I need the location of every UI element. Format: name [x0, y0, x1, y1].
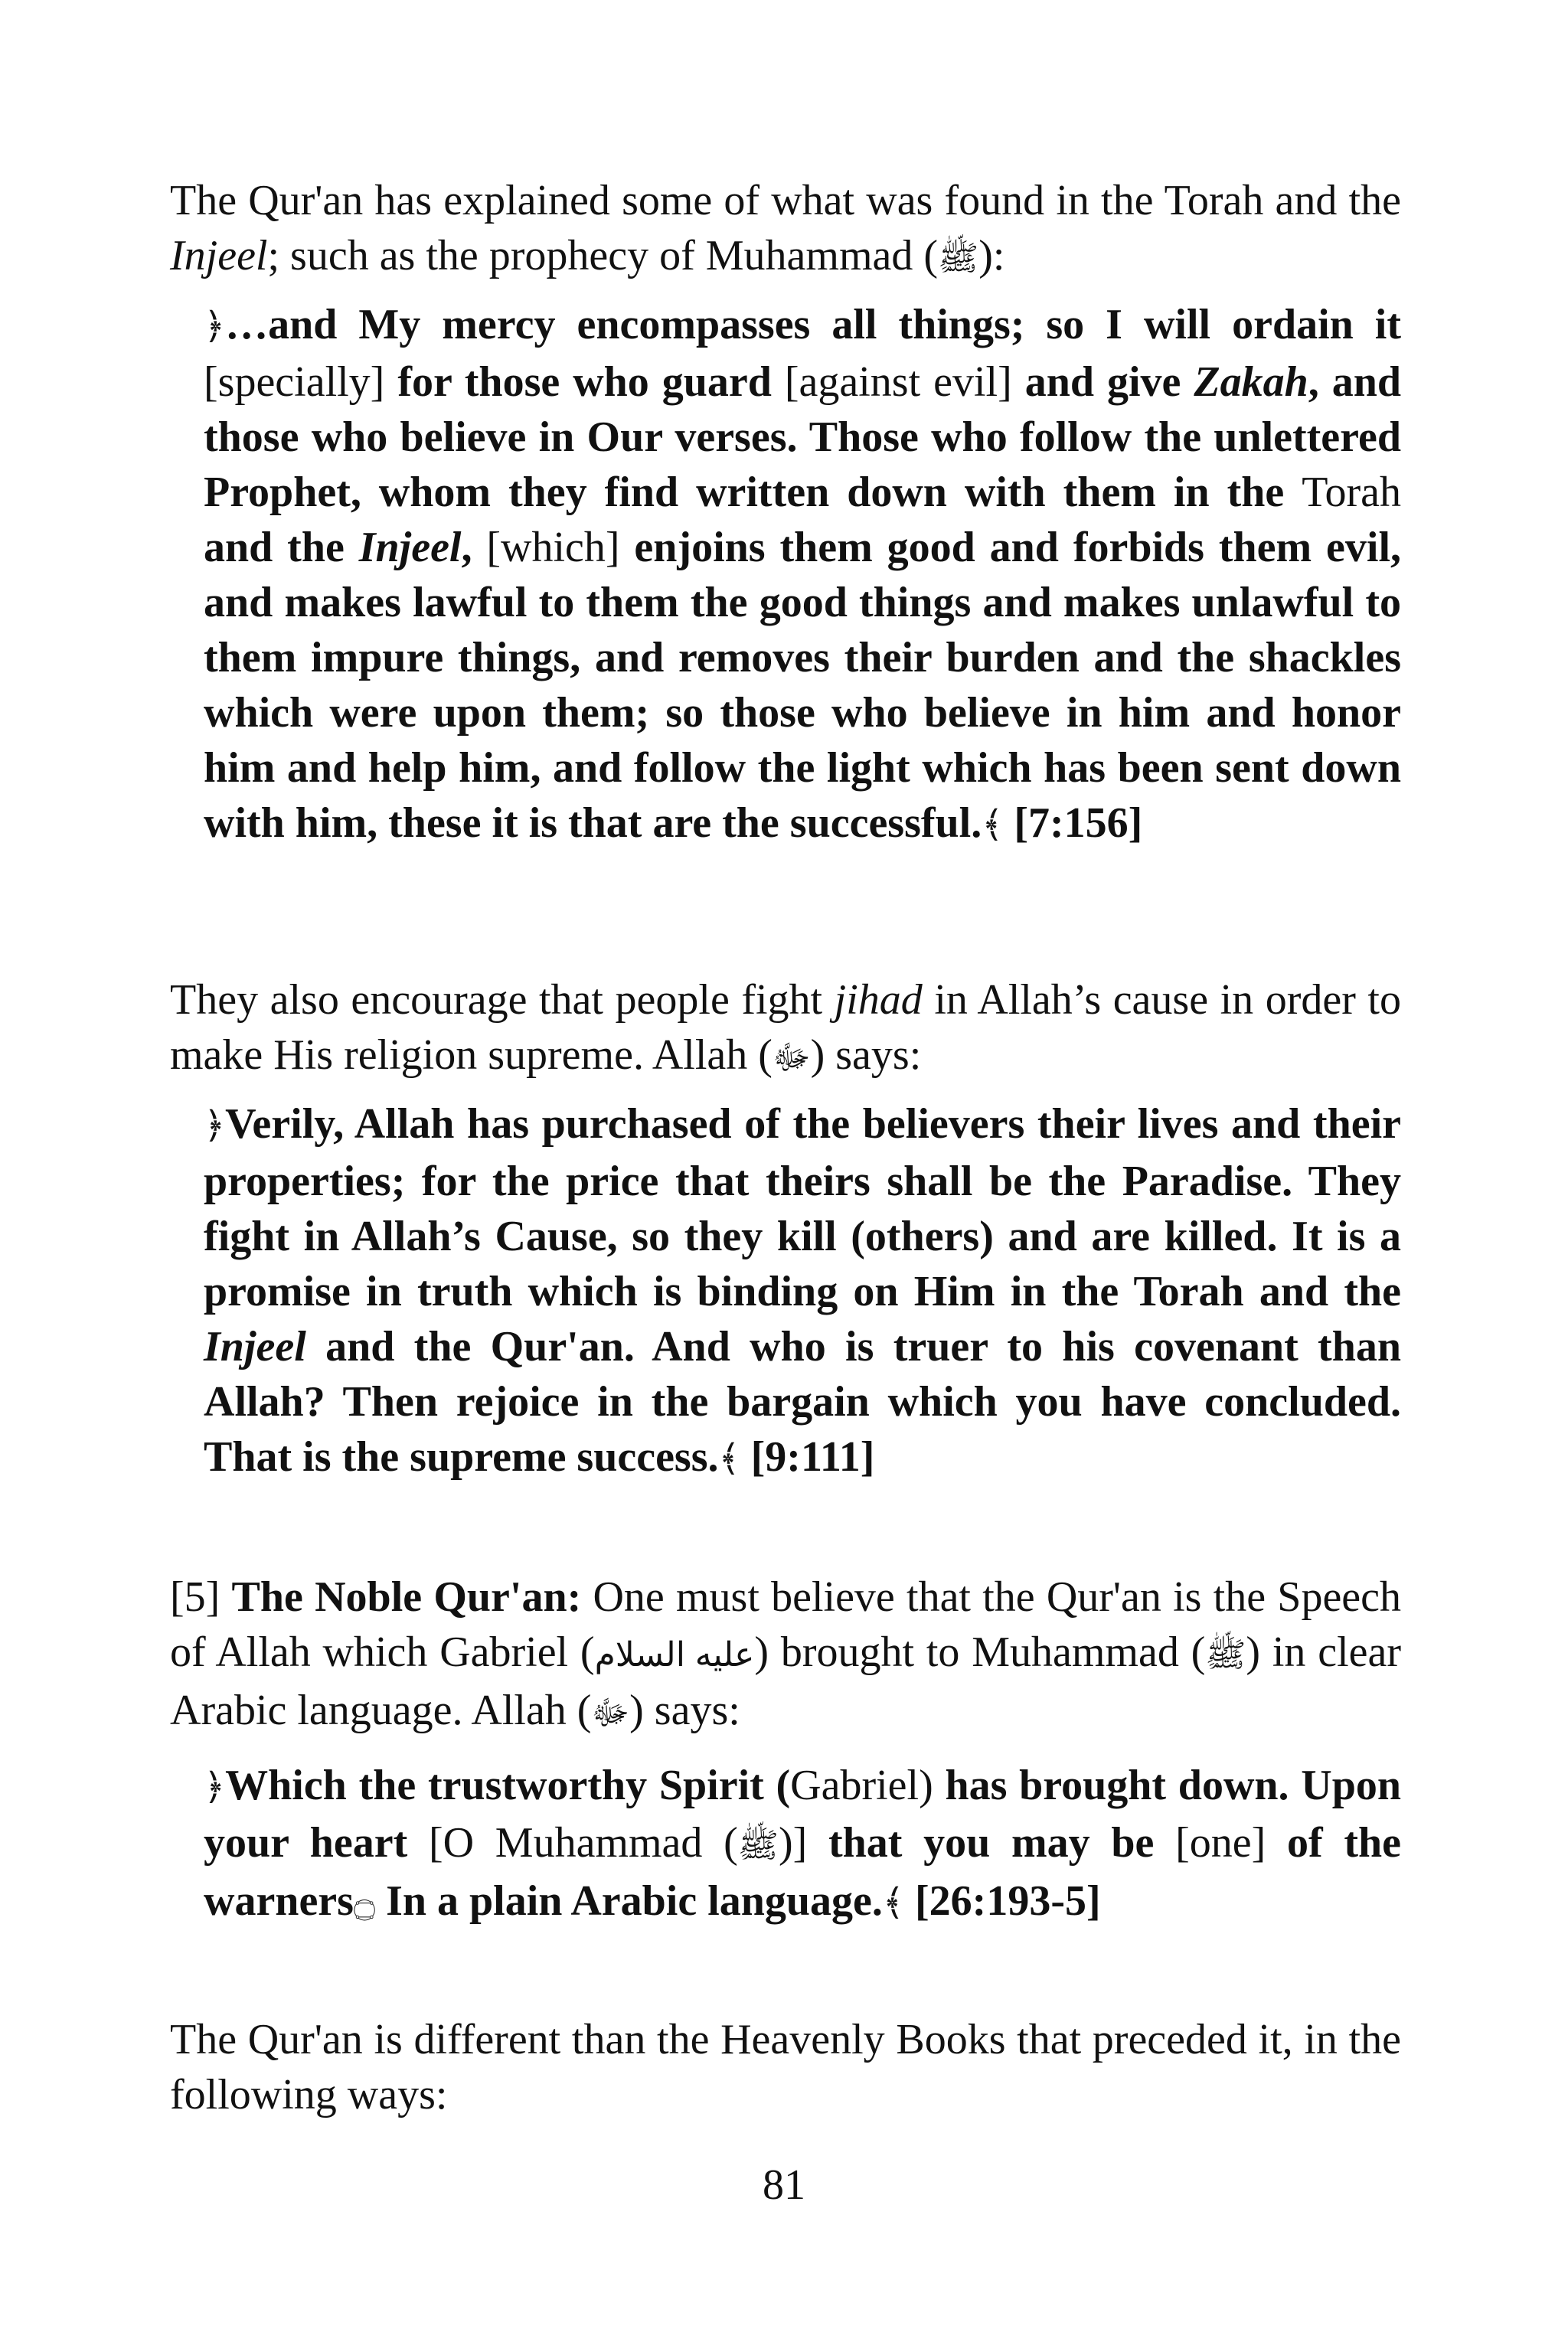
text: The Qur'an is different than the Heavenly Books that preceded it, in the following ways: [170, 2016, 1401, 2118]
honorific-glyph: ﷻ [772, 1039, 811, 1076]
text: , and those who believe in Our verses. Those who follow the unlettered Prophet, whom they find written down with them in the [204, 358, 1401, 516]
text: ; such as the prophecy of Muhammad ( [267, 232, 939, 279]
text: and the Qur'an. And who is truer to his covenant than Allah? Then rejoice in the bargain which you have concluded. That is the supreme success. [204, 1323, 1401, 1481]
text-italic: Injeel [358, 524, 462, 571]
text-bracketed: [against evil] [784, 358, 1012, 406]
text: in Allah’s cause in order to make His religion supreme. Allah ( [170, 976, 1401, 1079]
text: The Qur'an has explained some of what was found in the Torah and the [170, 177, 1401, 224]
text: , [461, 524, 487, 571]
quote-close-bracket: ﴾ [982, 805, 1004, 845]
verse-reference: [26:193-5] [904, 1877, 1101, 1925]
quote-close-bracket: ﴾ [882, 1883, 905, 1923]
text: for those who guard [384, 358, 785, 406]
text-italic: jihad [834, 976, 923, 1024]
quote-9-111 [204, 1096, 1401, 1487]
verse-reference: [7:156] [1003, 799, 1143, 847]
text-normal: Gabriel) [790, 1762, 933, 1809]
text: Which the trustworthy Spirit ( [225, 1762, 791, 1809]
text: Verily, Allah has purchased of the believers their lives and their properties; for the price that theirs shall be the Paradise. They fight in Allah’s Cause, so they kill (others) and are killed. It is a promise in truth which is binding on Him in the Torah and the [204, 1100, 1401, 1315]
text-normal: Torah [1302, 469, 1401, 516]
quote-open-bracket: ﴿ [204, 306, 226, 347]
text-bracketed: [specially] [204, 358, 385, 406]
text-italic: Zakah [1194, 358, 1308, 406]
text-italic: Injeel [204, 1323, 306, 1370]
text: ) says: [629, 1687, 740, 1734]
verse-reference: [9:111] [740, 1433, 875, 1481]
quote-26-193-5 [204, 1758, 1401, 1931]
text-bracketed: [one] [1175, 1819, 1266, 1867]
section-number: [5] [170, 1573, 232, 1621]
text-bracketed: [O Muhammad ( [428, 1819, 738, 1867]
quote-close-bracket: ﴾ [718, 1439, 740, 1479]
text: of the warners [204, 1819, 1402, 1925]
honorific-glyph: ﷺ [737, 1827, 779, 1864]
paragraph-noble-quran [170, 1570, 1401, 1741]
text: One must believe that the Qur'an is the Speech of Allah which Gabriel ( [170, 1573, 1402, 1676]
honorific-glyph: ﷺ [938, 240, 979, 277]
section-heading: The Noble Qur'an: [231, 1573, 582, 1621]
text: …and My mercy encompasses all things; so I will ordain it [225, 301, 1401, 348]
verse-end-marker: ۝ [353, 1883, 376, 1923]
text: ) says: [810, 1031, 922, 1079]
text: that you may be [807, 1819, 1176, 1867]
text: ) brought to Muhammad ( [754, 1628, 1206, 1676]
text-italic: Injeel [170, 232, 268, 279]
paragraph-heavenly-books [170, 2012, 1401, 2122]
text: enjoins them good and forbids them evil, and makes lawful to them the good things and makes unlawful to them impure things, and removes their burden and the shackles which were upon them; so those who believe in him and honor him and help him, and follow the light which has been sent down with him, these it is that are the successful. [204, 524, 1402, 847]
text: ) in clear Arabic language. Allah ( [170, 1628, 1401, 1734]
text: has brought down. Upon your heart [204, 1762, 1401, 1867]
text: In a plain Arabic language. [375, 1877, 883, 1925]
text-bracketed: )] [778, 1819, 808, 1867]
text: ): [978, 232, 1005, 279]
quote-open-bracket: ﴿ [204, 1106, 226, 1146]
text: and give [1011, 358, 1194, 406]
paragraph-jihad [170, 972, 1401, 1086]
paragraph-torah-injeel [170, 173, 1401, 286]
honorific-glyph: ﷻ [591, 1694, 630, 1732]
honorific-glyph: عليه السلام [594, 1636, 755, 1674]
text: and the [204, 524, 359, 571]
text-bracketed: [which] [486, 524, 620, 571]
quote-7-156 [204, 297, 1401, 853]
honorific-glyph: ﷺ [1205, 1636, 1246, 1674]
page-number: 81 [763, 2161, 805, 2209]
quote-open-bracket: ﴿ [204, 1767, 226, 1808]
text: They also encourage that people fight [170, 976, 835, 1024]
